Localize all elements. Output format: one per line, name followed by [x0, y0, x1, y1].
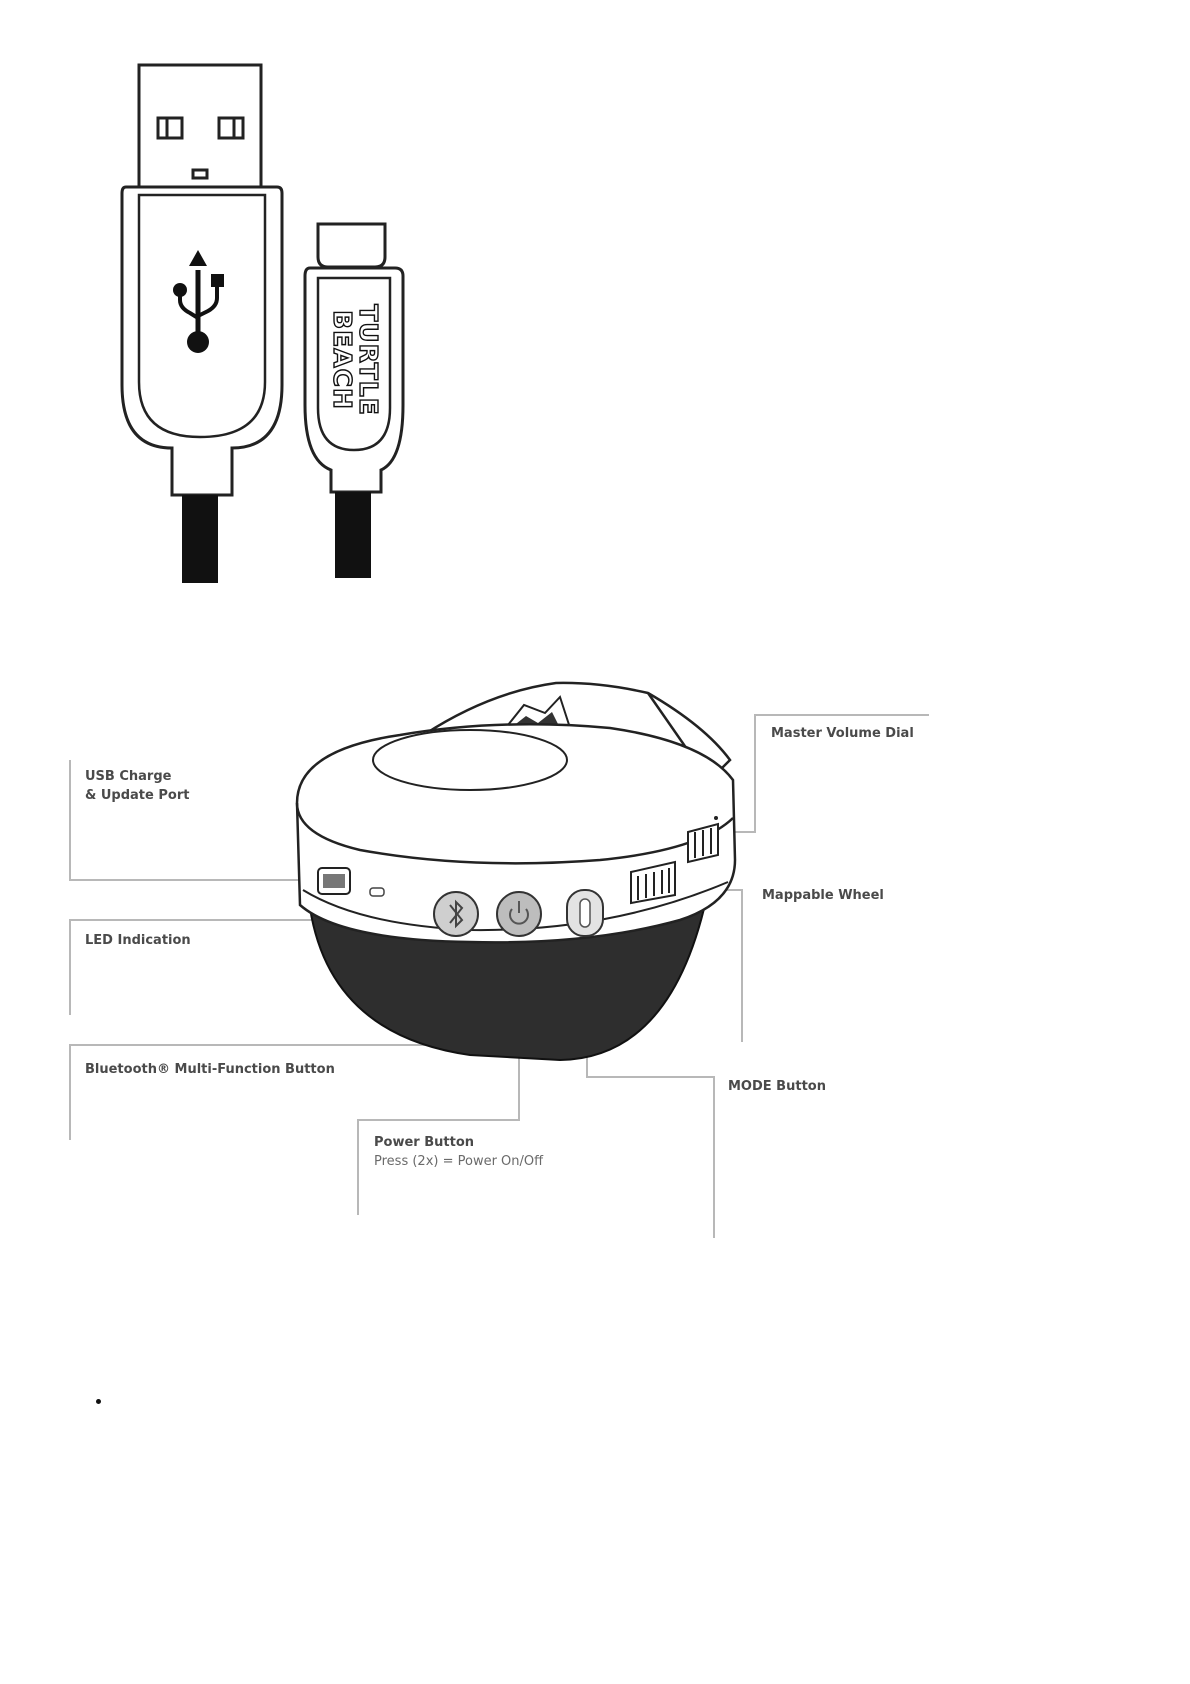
- label-usb-line-2: & Update Port: [85, 788, 190, 803]
- turtle-beach-logo-icon: [500, 697, 572, 735]
- power-button: [497, 892, 541, 936]
- earcup-cushion: [310, 870, 712, 1060]
- label-power-title: Power Button: [374, 1135, 475, 1150]
- master-volume-dial: [688, 816, 718, 862]
- mode-button: [567, 890, 603, 936]
- mappable-wheel: [631, 862, 675, 903]
- label-power-subtitle: Press (2x) = Power On/Off: [374, 1154, 544, 1169]
- label-usb-charge-port: [85, 767, 189, 805]
- label-mappable-wheel: Mappable Wheel: [762, 888, 884, 903]
- usb-a-connector: [139, 65, 261, 187]
- usb-cable-illustration: [0, 0, 1190, 620]
- turtle-beach-wordmark: [328, 304, 383, 416]
- power-icon: [510, 901, 528, 924]
- usb-a-cable: [182, 495, 218, 583]
- usb-symbol-icon: [173, 250, 224, 353]
- headband: [425, 683, 730, 790]
- mode-icon: [580, 899, 590, 927]
- bluetooth-icon: [450, 902, 462, 926]
- list-bullet: [96, 1399, 101, 1404]
- earcup-shell: [297, 724, 735, 942]
- label-power-button: [374, 1133, 543, 1171]
- brand-line-1: TURTLE: [354, 304, 383, 416]
- bluetooth-button: [434, 892, 478, 936]
- usb-c-cable: [335, 492, 371, 578]
- label-bluetooth-button: Bluetooth® Multi-Function Button: [85, 1062, 335, 1077]
- label-usb-line-1: USB Charge: [85, 769, 172, 784]
- led-indicator: [370, 888, 384, 896]
- label-led-indication: LED Indication: [85, 933, 191, 948]
- brand-line-2: BEACH: [328, 310, 357, 410]
- usb-charge-port: [318, 868, 350, 894]
- label-mode-button: MODE Button: [728, 1079, 826, 1094]
- label-master-volume-dial: Master Volume Dial: [771, 726, 914, 741]
